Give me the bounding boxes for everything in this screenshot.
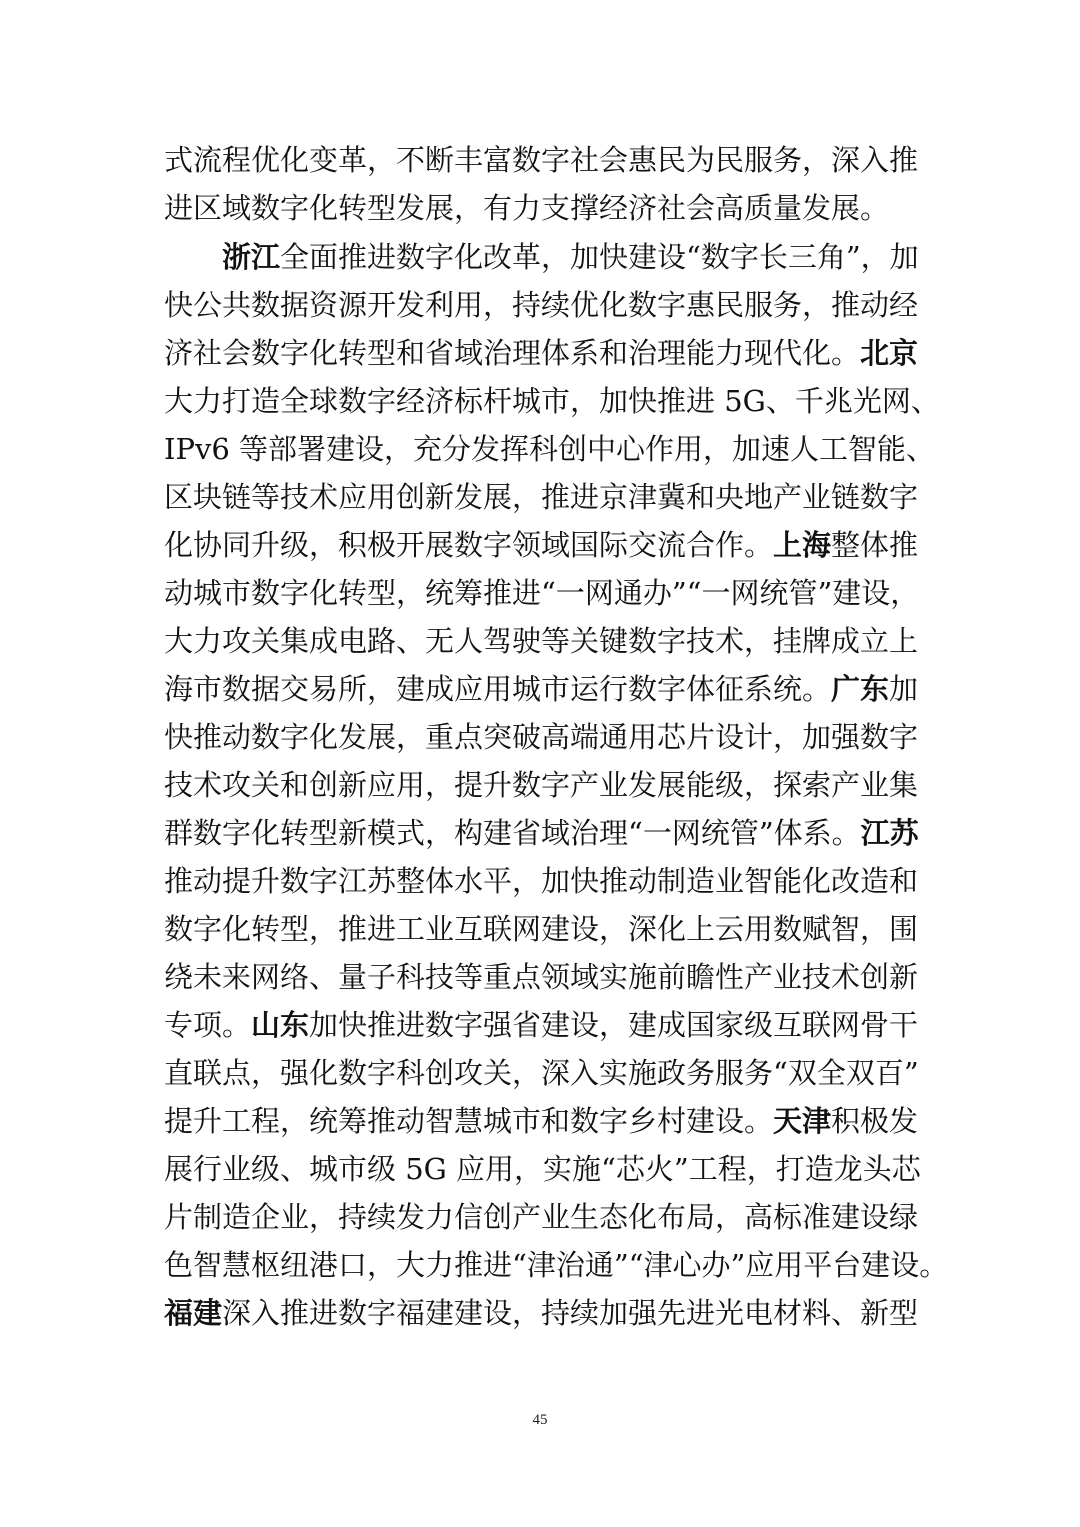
paragraph-regional-digitalization [164, 233, 949, 1337]
region-name-shanghai: 上海 [773, 528, 832, 562]
text-line: 片制造企业，持续发力信创产业生态化布局，高标准建设绿 [164, 1200, 919, 1234]
paragraph-continuation [164, 136, 919, 232]
text-line: 提升工程，统筹推动智慧城市和数字乡村建设。天津积极发 [164, 1104, 919, 1138]
text-line: 动城市数字化转型，统筹推进“一网通办”“一网统管”建设， [164, 576, 920, 610]
text-line: 福建深入推进数字福建建设，持续加强先进光电材料、新型 [164, 1296, 919, 1330]
region-name-shandong: 山东 [251, 1008, 310, 1042]
text-line: 化协同升级，积极开展数字领域国际交流合作。上海整体推 [164, 528, 919, 562]
text-line: IPv6 等部署建设，充分发挥科创中心作用，加速人工智能、 [164, 432, 936, 466]
page-number: 45 [532, 1412, 548, 1428]
region-name-zhejiang: 浙江 [222, 240, 281, 274]
text-line: 快推动数字化发展，重点突破高端通用芯片设计，加强数字 [164, 720, 919, 754]
text-line: 色智慧枢纽港口，大力推进“津治通”“津心办”应用平台建设。 [164, 1248, 949, 1282]
text-line: 展行业级、城市级 5G 应用，实施“芯火”工程，打造龙头芯 [164, 1152, 921, 1186]
text-line: 进区域数字化转型发展，有力支撑经济社会高质量发展。 [164, 191, 890, 225]
region-name-guangdong: 广东 [831, 672, 890, 706]
region-name-jiangsu: 江苏 [860, 816, 919, 850]
text-line: 大力打造全球数字经济标杆城市，加快推进 5G、千兆光网、 [164, 384, 940, 418]
text-line: 区块链等技术应用创新发展，推进京津冀和央地产业链数字 [164, 480, 919, 514]
text-line: 直联点，强化数字科创攻关，深入实施政务服务“双全双百” [164, 1056, 919, 1090]
text-line: 大力攻关集成电路、无人驾驶等关键数字技术，挂牌成立上 [164, 624, 919, 658]
text-line: 群数字化转型新模式，构建省域治理“一网统管”体系。江苏 [164, 816, 919, 850]
text-line: 式流程优化变革，不断丰富数字社会惠民为民服务，深入推 [164, 143, 919, 177]
text-line: 海市数据交易所，建成应用城市运行数字体征系统。广东加 [164, 672, 919, 706]
text-line: 专项。山东加快推进数字强省建设，建成国家级互联网骨干 [164, 1008, 919, 1042]
text-line: 推动提升数字江苏整体水平，加快推动制造业智能化改造和 [164, 864, 919, 898]
text-line: 数字化转型，推进工业互联网建设，深化上云用数赋智，围 [164, 912, 919, 946]
text-line: 绕未来网络、量子科技等重点领域实施前瞻性产业技术创新 [164, 960, 919, 994]
text-line: 济社会数字化转型和省域治理体系和治理能力现代化。北京 [164, 336, 919, 370]
region-name-tianjin: 天津 [773, 1104, 832, 1138]
region-name-fujian: 福建 [164, 1296, 223, 1330]
text-line: 快公共数据资源开发利用，持续优化数字惠民服务，推动经 [164, 288, 919, 322]
region-name-beijing: 北京 [860, 336, 919, 370]
text-line: 浙江全面推进数字化改革，加快建设“数字长三角”，加 [222, 240, 919, 274]
text-line: 技术攻关和创新应用，提升数字产业发展能级，探索产业集 [164, 768, 919, 802]
